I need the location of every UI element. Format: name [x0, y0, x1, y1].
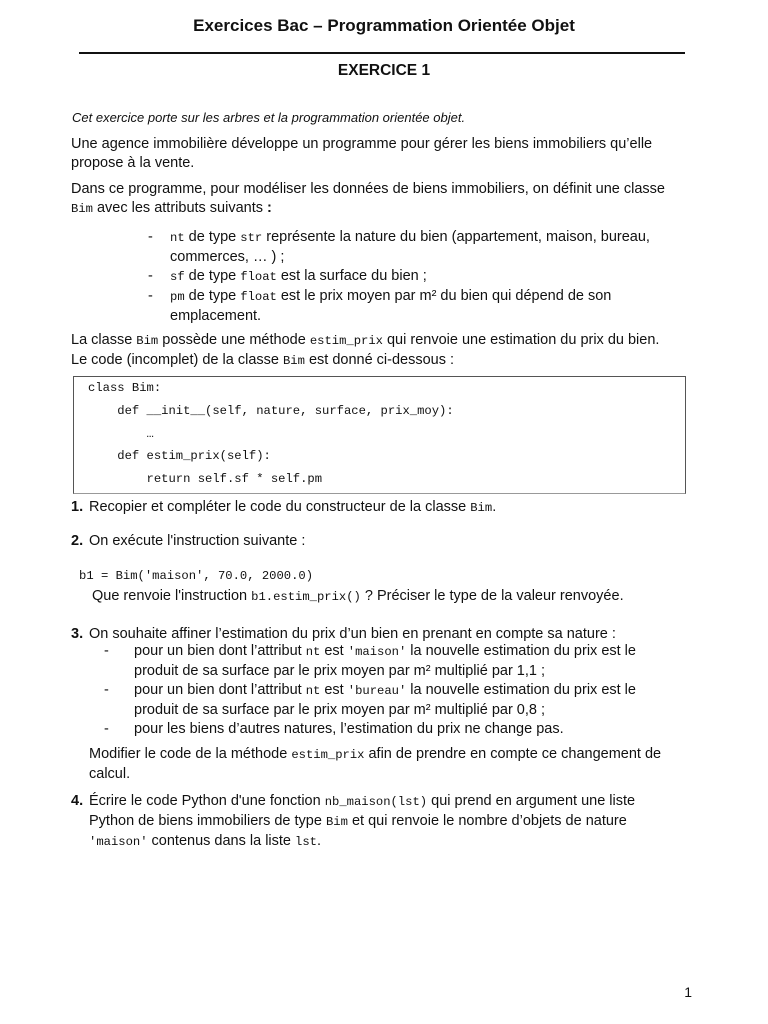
bullet-dash: -: [104, 721, 109, 737]
attribute-list: [148, 228, 688, 326]
attribute-item-nt: - nt de type str représente la nature du bien (appartement, maison, bureau, commerces, … ) ;: [148, 229, 650, 265]
attribute-item-sf: - sf de type float est la surface du bien ;: [148, 268, 427, 284]
paragraph-2: [71, 180, 699, 219]
question-3-item-other: - pour les biens d’autres natures, l’estimation du prix ne change pas.: [104, 721, 564, 737]
paragraph-1: [71, 135, 699, 173]
question-2-text: On exécute l'instruction suivante :: [89, 533, 306, 549]
code-line: def estim_prix(self):: [88, 449, 271, 463]
question-3-instruction: Modifier le code de la méthode estim_prix afin de prendre en compte ce changement de calcul.: [89, 746, 662, 782]
question-3-item-maison: - pour un bien dont l’attribut nt est 'maison' la nouvelle estimation du prix est le produit de sa surface par le prix moyen par m² multiplié par 1,1 ;: [104, 643, 636, 679]
bullet-dash: -: [104, 682, 109, 698]
intro-text: Cet exercice porte sur les arbres et la programmation orientée objet.: [72, 110, 466, 125]
code-line: …: [88, 427, 154, 441]
question-2-followup: Que renvoie l'instruction b1.estim_prix() ? Préciser le type de la valeur renvoyée.: [92, 588, 624, 604]
paragraph-3: La classe Bim possède une méthode estim_prix qui renvoie une estimation du prix du bien. Le code (incomplet) de la classe Bim est donné ci-dessous :: [71, 332, 660, 368]
exercise-title: EXERCICE 1: [337, 62, 431, 79]
class-name-code: Bim: [71, 202, 93, 216]
page-header-title: Exercices Bac – Programmation Orientée Objet: [193, 16, 575, 35]
paragraph-1-line-1: Une agence immobilière développe un programme pour gérer les biens immobiliers qu’elle: [71, 136, 653, 152]
paragraph-2-line-1: Dans ce programme, pour modéliser les données de biens immobiliers, on définit une classe: [71, 181, 665, 197]
question-3-number: 3.: [71, 626, 84, 642]
question-4-number: 4.: [71, 793, 84, 809]
paragraph-1-line-2: propose à la vente.: [71, 155, 195, 171]
code-line: return self.sf * self.pm: [88, 472, 323, 486]
code-block: [73, 376, 686, 494]
code-line: class Bim:: [88, 381, 162, 395]
bullet-dash: -: [148, 229, 153, 245]
question-1-number: 1.: [71, 499, 84, 515]
page-number: 1: [684, 984, 692, 1000]
question-3-item-bureau: - pour un bien dont l’attribut nt est 'bureau' la nouvelle estimation du prix est le produit de sa surface par le prix moyen par m² multiplié par 0,8 ;: [104, 682, 636, 718]
question-3-list: [104, 642, 704, 739]
attribute-item-pm: - pm de type float est le prix moyen par m² du bien qui dépend de son emplacement.: [148, 288, 612, 324]
question-4-text: Écrire le code Python d'une fonction nb_maison(lst) qui prend en argument une liste Python de biens immobiliers de type Bim et qui renvoie le nombre d’objets de nature 'maison' contenus dans la liste lst.: [89, 793, 636, 849]
question-2-code: b1 = Bim('maison', 70.0, 2000.0): [79, 569, 314, 583]
question-2-number: 2.: [71, 533, 84, 549]
code-line: def __init__(self, nature, surface, prix_moy):: [88, 404, 454, 418]
question-3-text: On souhaite affiner l’estimation du prix d’un bien en prenant en compte sa nature :: [89, 626, 616, 642]
question-1-text: Recopier et compléter le code du constructeur de la classe Bim.: [89, 499, 497, 515]
header-divider: [79, 52, 685, 54]
bullet-dash: -: [148, 288, 153, 304]
bullet-dash: -: [148, 268, 153, 284]
bullet-dash: -: [104, 643, 109, 659]
paragraph-2-line-2: Bim avec les attributs suivants :: [71, 200, 272, 216]
